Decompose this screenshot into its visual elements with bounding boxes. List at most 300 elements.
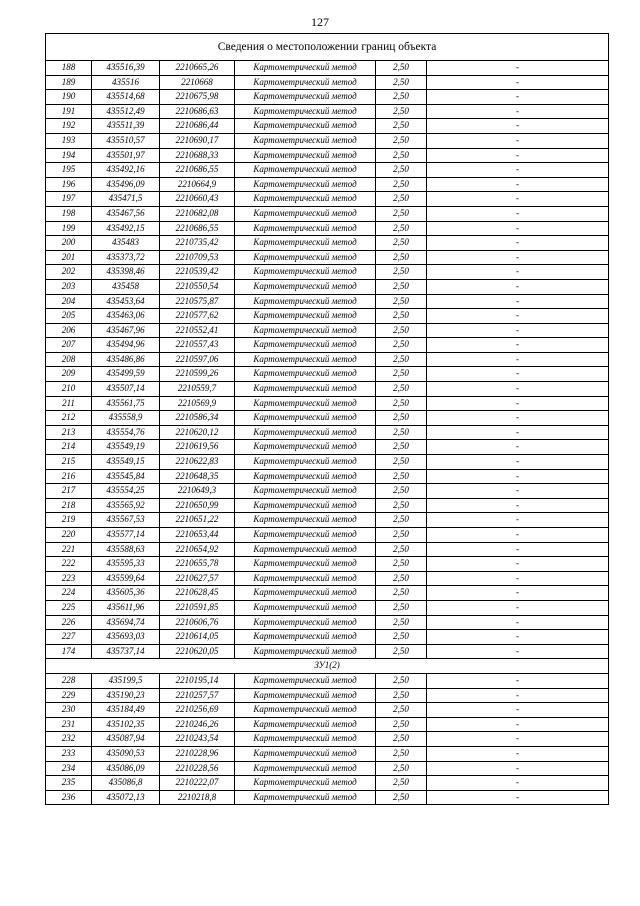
point-number-cell: 228 bbox=[46, 673, 92, 688]
x-coordinate-cell: 435605,36 bbox=[92, 586, 160, 601]
description-cell: - bbox=[427, 498, 609, 513]
y-coordinate-cell: 2210614,05 bbox=[160, 630, 235, 645]
table-row bbox=[46, 557, 609, 572]
point-number-cell: 191 bbox=[46, 104, 92, 119]
x-coordinate-cell: 435467,96 bbox=[92, 323, 160, 338]
point-number-cell: 219 bbox=[46, 513, 92, 528]
table-row bbox=[46, 455, 609, 470]
x-coordinate-cell: 435549,19 bbox=[92, 440, 160, 455]
point-number-cell: 235 bbox=[46, 776, 92, 791]
table-row bbox=[46, 206, 609, 221]
accuracy-cell: 2,50 bbox=[376, 119, 427, 134]
description-cell: - bbox=[427, 352, 609, 367]
accuracy-cell: 2,50 bbox=[376, 367, 427, 382]
x-coordinate-cell: 435453,64 bbox=[92, 294, 160, 309]
method-cell: Картометрический метод bbox=[235, 148, 376, 163]
table-row bbox=[46, 90, 609, 105]
x-coordinate-cell: 435458 bbox=[92, 279, 160, 294]
y-coordinate-cell: 2210619,56 bbox=[160, 440, 235, 455]
description-cell: - bbox=[427, 192, 609, 207]
method-cell: Картометрический метод bbox=[235, 411, 376, 426]
x-coordinate-cell: 435090,53 bbox=[92, 746, 160, 761]
description-cell: - bbox=[427, 630, 609, 645]
table-row bbox=[46, 163, 609, 178]
point-number-cell: 218 bbox=[46, 498, 92, 513]
accuracy-cell: 2,50 bbox=[376, 192, 427, 207]
description-cell: - bbox=[427, 776, 609, 791]
x-coordinate-cell: 435086,8 bbox=[92, 776, 160, 791]
point-number-cell: 196 bbox=[46, 177, 92, 192]
method-cell: Картометрический метод bbox=[235, 761, 376, 776]
accuracy-cell: 2,50 bbox=[376, 717, 427, 732]
point-number-cell: 214 bbox=[46, 440, 92, 455]
y-coordinate-cell: 2210668 bbox=[160, 75, 235, 90]
accuracy-cell: 2,50 bbox=[376, 761, 427, 776]
table-title: Сведения о местоположении границ объекта bbox=[46, 34, 609, 61]
description-cell: - bbox=[427, 440, 609, 455]
description-cell: - bbox=[427, 250, 609, 265]
point-number-cell: 195 bbox=[46, 163, 92, 178]
table-row bbox=[46, 600, 609, 615]
point-number-cell: 226 bbox=[46, 615, 92, 630]
x-coordinate-cell: 435486,86 bbox=[92, 352, 160, 367]
section-header-row bbox=[46, 659, 609, 674]
table-row bbox=[46, 104, 609, 119]
x-coordinate-cell: 435588,63 bbox=[92, 542, 160, 557]
method-cell: Картометрический метод bbox=[235, 192, 376, 207]
method-cell: Картометрический метод bbox=[235, 250, 376, 265]
table-row bbox=[46, 688, 609, 703]
y-coordinate-cell: 2210686,63 bbox=[160, 104, 235, 119]
y-coordinate-cell: 2210686,55 bbox=[160, 221, 235, 236]
point-number-cell: 230 bbox=[46, 703, 92, 718]
x-coordinate-cell: 435558,9 bbox=[92, 411, 160, 426]
method-cell: Картометрический метод bbox=[235, 338, 376, 353]
x-coordinate-cell: 435499,59 bbox=[92, 367, 160, 382]
x-coordinate-cell: 435577,14 bbox=[92, 528, 160, 543]
y-coordinate-cell: 2210649,3 bbox=[160, 484, 235, 499]
description-cell: - bbox=[427, 455, 609, 470]
point-number-cell: 208 bbox=[46, 352, 92, 367]
x-coordinate-cell: 435373,72 bbox=[92, 250, 160, 265]
method-cell: Картометрический метод bbox=[235, 221, 376, 236]
y-coordinate-cell: 2210228,56 bbox=[160, 761, 235, 776]
accuracy-cell: 2,50 bbox=[376, 206, 427, 221]
description-cell: - bbox=[427, 221, 609, 236]
table-row bbox=[46, 528, 609, 543]
point-number-cell: 203 bbox=[46, 279, 92, 294]
y-coordinate-cell: 2210655,78 bbox=[160, 557, 235, 572]
table-row bbox=[46, 469, 609, 484]
accuracy-cell: 2,50 bbox=[376, 250, 427, 265]
accuracy-cell: 2,50 bbox=[376, 586, 427, 601]
table-row bbox=[46, 323, 609, 338]
point-number-cell: 189 bbox=[46, 75, 92, 90]
point-number-cell: 192 bbox=[46, 119, 92, 134]
description-cell: - bbox=[427, 673, 609, 688]
section-label: ЗУ1(2) bbox=[46, 659, 609, 674]
table-row bbox=[46, 586, 609, 601]
y-coordinate-cell: 2210654,92 bbox=[160, 542, 235, 557]
point-number-cell: 210 bbox=[46, 382, 92, 397]
x-coordinate-cell: 435565,92 bbox=[92, 498, 160, 513]
table-row bbox=[46, 236, 609, 251]
table-row bbox=[46, 411, 609, 426]
table-row bbox=[46, 221, 609, 236]
y-coordinate-cell: 2210228,96 bbox=[160, 746, 235, 761]
accuracy-cell: 2,50 bbox=[376, 133, 427, 148]
table-row bbox=[46, 265, 609, 280]
table-row bbox=[46, 425, 609, 440]
method-cell: Картометрический метод bbox=[235, 294, 376, 309]
x-coordinate-cell: 435595,33 bbox=[92, 557, 160, 572]
y-coordinate-cell: 2210660,43 bbox=[160, 192, 235, 207]
method-cell: Картометрический метод bbox=[235, 75, 376, 90]
table-row bbox=[46, 615, 609, 630]
table-row bbox=[46, 382, 609, 397]
method-cell: Картометрический метод bbox=[235, 396, 376, 411]
y-coordinate-cell: 2210243,54 bbox=[160, 732, 235, 747]
point-number-cell: 225 bbox=[46, 600, 92, 615]
y-coordinate-cell: 2210709,53 bbox=[160, 250, 235, 265]
description-cell: - bbox=[427, 133, 609, 148]
description-cell: - bbox=[427, 513, 609, 528]
description-cell: - bbox=[427, 104, 609, 119]
x-coordinate-cell: 435507,14 bbox=[92, 382, 160, 397]
accuracy-cell: 2,50 bbox=[376, 528, 427, 543]
x-coordinate-cell: 435492,15 bbox=[92, 221, 160, 236]
table-row bbox=[46, 484, 609, 499]
method-cell: Картометрический метод bbox=[235, 776, 376, 791]
x-coordinate-cell: 435471,5 bbox=[92, 192, 160, 207]
accuracy-cell: 2,50 bbox=[376, 221, 427, 236]
description-cell: - bbox=[427, 206, 609, 221]
accuracy-cell: 2,50 bbox=[376, 455, 427, 470]
description-cell: - bbox=[427, 396, 609, 411]
point-number-cell: 234 bbox=[46, 761, 92, 776]
table-row bbox=[46, 644, 609, 659]
y-coordinate-cell: 2210559,7 bbox=[160, 382, 235, 397]
accuracy-cell: 2,50 bbox=[376, 630, 427, 645]
point-number-cell: 231 bbox=[46, 717, 92, 732]
y-coordinate-cell: 2210665,26 bbox=[160, 61, 235, 76]
description-cell: - bbox=[427, 236, 609, 251]
accuracy-cell: 2,50 bbox=[376, 163, 427, 178]
accuracy-cell: 2,50 bbox=[376, 279, 427, 294]
table-row bbox=[46, 192, 609, 207]
description-cell: - bbox=[427, 528, 609, 543]
x-coordinate-cell: 435190,23 bbox=[92, 688, 160, 703]
table-row bbox=[46, 367, 609, 382]
y-coordinate-cell: 2210591,85 bbox=[160, 600, 235, 615]
method-cell: Картометрический метод bbox=[235, 323, 376, 338]
description-cell: - bbox=[427, 469, 609, 484]
x-coordinate-cell: 435545,84 bbox=[92, 469, 160, 484]
accuracy-cell: 2,50 bbox=[376, 294, 427, 309]
x-coordinate-cell: 435463,06 bbox=[92, 309, 160, 324]
y-coordinate-cell: 2210682,08 bbox=[160, 206, 235, 221]
method-cell: Картометрический метод bbox=[235, 309, 376, 324]
point-number-cell: 206 bbox=[46, 323, 92, 338]
point-number-cell: 205 bbox=[46, 309, 92, 324]
method-cell: Картометрический метод bbox=[235, 528, 376, 543]
table-row bbox=[46, 571, 609, 586]
table-row bbox=[46, 673, 609, 688]
table-row bbox=[46, 542, 609, 557]
accuracy-cell: 2,50 bbox=[376, 600, 427, 615]
y-coordinate-cell: 2210222,07 bbox=[160, 776, 235, 791]
point-number-cell: 216 bbox=[46, 469, 92, 484]
point-number-cell: 199 bbox=[46, 221, 92, 236]
description-cell: - bbox=[427, 279, 609, 294]
y-coordinate-cell: 2210688,33 bbox=[160, 148, 235, 163]
description-cell: - bbox=[427, 265, 609, 280]
y-coordinate-cell: 2210552,41 bbox=[160, 323, 235, 338]
method-cell: Картометрический метод bbox=[235, 586, 376, 601]
x-coordinate-cell: 435611,96 bbox=[92, 600, 160, 615]
y-coordinate-cell: 2210218,8 bbox=[160, 790, 235, 805]
method-cell: Картометрический метод bbox=[235, 673, 376, 688]
method-cell: Картометрический метод bbox=[235, 61, 376, 76]
table-row bbox=[46, 440, 609, 455]
point-number-cell: 215 bbox=[46, 455, 92, 470]
method-cell: Картометрический метод bbox=[235, 469, 376, 484]
accuracy-cell: 2,50 bbox=[376, 382, 427, 397]
point-number-cell: 204 bbox=[46, 294, 92, 309]
x-coordinate-cell: 435510,57 bbox=[92, 133, 160, 148]
description-cell: - bbox=[427, 75, 609, 90]
x-coordinate-cell: 435512,49 bbox=[92, 104, 160, 119]
x-coordinate-cell: 435549,15 bbox=[92, 455, 160, 470]
method-cell: Картометрический метод bbox=[235, 484, 376, 499]
table-row bbox=[46, 630, 609, 645]
x-coordinate-cell: 435072,13 bbox=[92, 790, 160, 805]
accuracy-cell: 2,50 bbox=[376, 90, 427, 105]
y-coordinate-cell: 2210575,87 bbox=[160, 294, 235, 309]
y-coordinate-cell: 2210586,34 bbox=[160, 411, 235, 426]
x-coordinate-cell: 435483 bbox=[92, 236, 160, 251]
table-row bbox=[46, 148, 609, 163]
description-cell: - bbox=[427, 338, 609, 353]
accuracy-cell: 2,50 bbox=[376, 746, 427, 761]
y-coordinate-cell: 2210653,44 bbox=[160, 528, 235, 543]
method-cell: Картометрический метод bbox=[235, 717, 376, 732]
x-coordinate-cell: 435086,09 bbox=[92, 761, 160, 776]
point-number-cell: 229 bbox=[46, 688, 92, 703]
description-cell: - bbox=[427, 484, 609, 499]
table-row bbox=[46, 717, 609, 732]
y-coordinate-cell: 2210686,44 bbox=[160, 119, 235, 134]
y-coordinate-cell: 2210257,57 bbox=[160, 688, 235, 703]
accuracy-cell: 2,50 bbox=[376, 703, 427, 718]
accuracy-cell: 2,50 bbox=[376, 571, 427, 586]
accuracy-cell: 2,50 bbox=[376, 411, 427, 426]
y-coordinate-cell: 2210550,54 bbox=[160, 279, 235, 294]
y-coordinate-cell: 2210686,55 bbox=[160, 163, 235, 178]
method-cell: Картометрический метод bbox=[235, 455, 376, 470]
description-cell: - bbox=[427, 309, 609, 324]
method-cell: Картометрический метод bbox=[235, 352, 376, 367]
table-row bbox=[46, 776, 609, 791]
table-row bbox=[46, 294, 609, 309]
table-row bbox=[46, 761, 609, 776]
y-coordinate-cell: 2210599,26 bbox=[160, 367, 235, 382]
method-cell: Картометрический метод bbox=[235, 688, 376, 703]
point-number-cell: 211 bbox=[46, 396, 92, 411]
accuracy-cell: 2,50 bbox=[376, 396, 427, 411]
y-coordinate-cell: 2210606,76 bbox=[160, 615, 235, 630]
accuracy-cell: 2,50 bbox=[376, 338, 427, 353]
x-coordinate-cell: 435516 bbox=[92, 75, 160, 90]
description-cell: - bbox=[427, 571, 609, 586]
accuracy-cell: 2,50 bbox=[376, 148, 427, 163]
accuracy-cell: 2,50 bbox=[376, 513, 427, 528]
x-coordinate-cell: 435501,97 bbox=[92, 148, 160, 163]
accuracy-cell: 2,50 bbox=[376, 352, 427, 367]
point-number-cell: 198 bbox=[46, 206, 92, 221]
description-cell: - bbox=[427, 411, 609, 426]
x-coordinate-cell: 435511,39 bbox=[92, 119, 160, 134]
method-cell: Картометрический метод bbox=[235, 615, 376, 630]
description-cell: - bbox=[427, 746, 609, 761]
description-cell: - bbox=[427, 294, 609, 309]
y-coordinate-cell: 2210539,42 bbox=[160, 265, 235, 280]
point-number-cell: 233 bbox=[46, 746, 92, 761]
description-cell: - bbox=[427, 557, 609, 572]
y-coordinate-cell: 2210620,05 bbox=[160, 644, 235, 659]
description-cell: - bbox=[427, 367, 609, 382]
accuracy-cell: 2,50 bbox=[376, 688, 427, 703]
y-coordinate-cell: 2210664,9 bbox=[160, 177, 235, 192]
table-row bbox=[46, 338, 609, 353]
x-coordinate-cell: 435693,03 bbox=[92, 630, 160, 645]
method-cell: Картометрический метод bbox=[235, 746, 376, 761]
y-coordinate-cell: 2210577,62 bbox=[160, 309, 235, 324]
accuracy-cell: 2,50 bbox=[376, 309, 427, 324]
method-cell: Картометрический метод bbox=[235, 119, 376, 134]
method-cell: Картометрический метод bbox=[235, 703, 376, 718]
x-coordinate-cell: 435694,74 bbox=[92, 615, 160, 630]
table-row bbox=[46, 61, 609, 76]
table-row bbox=[46, 732, 609, 747]
point-number-cell: 207 bbox=[46, 338, 92, 353]
accuracy-cell: 2,50 bbox=[376, 265, 427, 280]
table-row bbox=[46, 352, 609, 367]
method-cell: Картометрический метод bbox=[235, 367, 376, 382]
table-row bbox=[46, 790, 609, 805]
accuracy-cell: 2,50 bbox=[376, 323, 427, 338]
description-cell: - bbox=[427, 717, 609, 732]
point-number-cell: 212 bbox=[46, 411, 92, 426]
point-number-cell: 220 bbox=[46, 528, 92, 543]
description-cell: - bbox=[427, 382, 609, 397]
y-coordinate-cell: 2210735,42 bbox=[160, 236, 235, 251]
x-coordinate-cell: 435554,25 bbox=[92, 484, 160, 499]
point-number-cell: 194 bbox=[46, 148, 92, 163]
table-row bbox=[46, 498, 609, 513]
method-cell: Картометрический метод bbox=[235, 732, 376, 747]
table-row bbox=[46, 250, 609, 265]
description-cell: - bbox=[427, 586, 609, 601]
method-cell: Картометрический метод bbox=[235, 790, 376, 805]
description-cell: - bbox=[427, 148, 609, 163]
accuracy-cell: 2,50 bbox=[376, 61, 427, 76]
description-cell: - bbox=[427, 425, 609, 440]
description-cell: - bbox=[427, 600, 609, 615]
page-number: 127 bbox=[311, 15, 329, 29]
accuracy-cell: 2,50 bbox=[376, 615, 427, 630]
accuracy-cell: 2,50 bbox=[376, 790, 427, 805]
method-cell: Картометрический метод bbox=[235, 425, 376, 440]
y-coordinate-cell: 2210690,17 bbox=[160, 133, 235, 148]
point-number-cell: 232 bbox=[46, 732, 92, 747]
x-coordinate-cell: 435087,94 bbox=[92, 732, 160, 747]
method-cell: Картометрический метод bbox=[235, 513, 376, 528]
accuracy-cell: 2,50 bbox=[376, 484, 427, 499]
description-cell: - bbox=[427, 119, 609, 134]
boundary-coordinates-table bbox=[45, 33, 609, 805]
point-number-cell: 193 bbox=[46, 133, 92, 148]
y-coordinate-cell: 2210597,06 bbox=[160, 352, 235, 367]
x-coordinate-cell: 435737,14 bbox=[92, 644, 160, 659]
description-cell: - bbox=[427, 761, 609, 776]
accuracy-cell: 2,50 bbox=[376, 104, 427, 119]
y-coordinate-cell: 2210675,98 bbox=[160, 90, 235, 105]
y-coordinate-cell: 2210648,35 bbox=[160, 469, 235, 484]
x-coordinate-cell: 435184,49 bbox=[92, 703, 160, 718]
x-coordinate-cell: 435567,53 bbox=[92, 513, 160, 528]
method-cell: Картометрический метод bbox=[235, 104, 376, 119]
description-cell: - bbox=[427, 688, 609, 703]
description-cell: - bbox=[427, 703, 609, 718]
x-coordinate-cell: 435102,35 bbox=[92, 717, 160, 732]
description-cell: - bbox=[427, 163, 609, 178]
accuracy-cell: 2,50 bbox=[376, 673, 427, 688]
description-cell: - bbox=[427, 644, 609, 659]
method-cell: Картометрический метод bbox=[235, 630, 376, 645]
method-cell: Картометрический метод bbox=[235, 279, 376, 294]
table-row bbox=[46, 513, 609, 528]
description-cell: - bbox=[427, 542, 609, 557]
point-number-cell: 190 bbox=[46, 90, 92, 105]
y-coordinate-cell: 2210651,22 bbox=[160, 513, 235, 528]
accuracy-cell: 2,50 bbox=[376, 236, 427, 251]
point-number-cell: 227 bbox=[46, 630, 92, 645]
y-coordinate-cell: 2210256,69 bbox=[160, 703, 235, 718]
accuracy-cell: 2,50 bbox=[376, 644, 427, 659]
point-number-cell: 209 bbox=[46, 367, 92, 382]
method-cell: Картометрический метод bbox=[235, 265, 376, 280]
point-number-cell: 221 bbox=[46, 542, 92, 557]
method-cell: Картометрический метод bbox=[235, 600, 376, 615]
point-number-cell: 188 bbox=[46, 61, 92, 76]
description-cell: - bbox=[427, 177, 609, 192]
x-coordinate-cell: 435492,16 bbox=[92, 163, 160, 178]
point-number-cell: 236 bbox=[46, 790, 92, 805]
y-coordinate-cell: 2210650,99 bbox=[160, 498, 235, 513]
method-cell: Картометрический метод bbox=[235, 542, 376, 557]
accuracy-cell: 2,50 bbox=[376, 542, 427, 557]
y-coordinate-cell: 2210620,12 bbox=[160, 425, 235, 440]
table-row bbox=[46, 177, 609, 192]
method-cell: Картометрический метод bbox=[235, 90, 376, 105]
table-row bbox=[46, 703, 609, 718]
method-cell: Картометрический метод bbox=[235, 557, 376, 572]
point-number-cell: 213 bbox=[46, 425, 92, 440]
y-coordinate-cell: 2210557,43 bbox=[160, 338, 235, 353]
y-coordinate-cell: 2210569,9 bbox=[160, 396, 235, 411]
table-row bbox=[46, 746, 609, 761]
